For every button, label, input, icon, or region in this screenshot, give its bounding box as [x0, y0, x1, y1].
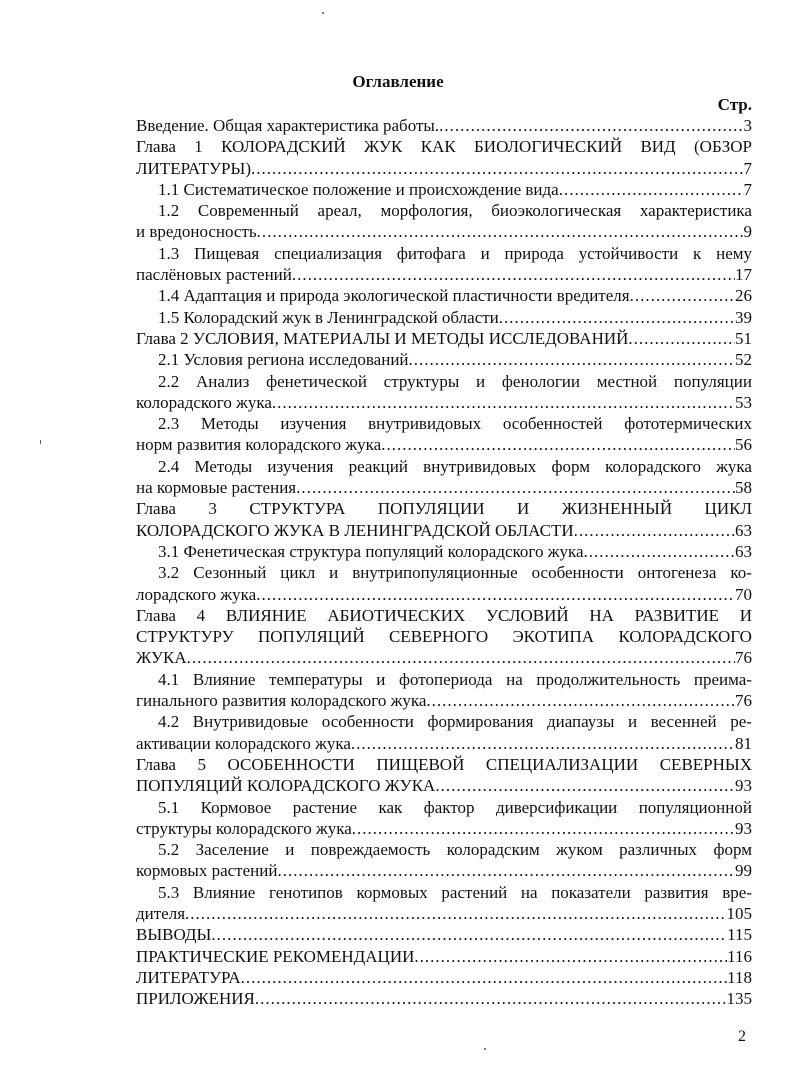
toc-entry [136, 605, 752, 669]
page-number: 2 [738, 1028, 746, 1045]
toc-entry-label: дителя [136, 903, 186, 923]
toc-page-number: 7 [743, 179, 752, 199]
toc-entry [136, 988, 752, 1009]
toc-entry [136, 967, 752, 988]
toc-entry [136, 136, 752, 179]
dot-leader [628, 328, 735, 349]
toc-entry-label: кормовых растений [136, 861, 278, 881]
toc-entry [136, 413, 752, 456]
toc-entry [136, 882, 752, 925]
toc-entry-text-line: 4.2 Внутривидовые особенности формирования диапаузы и весенней ре- [158, 712, 752, 732]
toc-entry-text-line: 4.1 Влияние температуры и фотопериода на продолжительность преима- [158, 669, 752, 689]
toc-entry [136, 371, 752, 414]
toc-entry-label: ЛИТЕРАТУРА [136, 967, 241, 987]
toc-entry-label: Глава 2 УСЛОВИЯ, МАТЕРИАЛЫ И МЕТОДЫ ИССЛЕДОВАНИЙ [136, 328, 629, 348]
dot-leader [435, 775, 735, 796]
toc-entry-label: гинального развития колорадского жука [136, 691, 427, 711]
toc-entry-text-line: 2.3 Методы изучения внутривидовых особенностей фототермических [158, 414, 752, 434]
dot-leader [296, 477, 735, 498]
toc-entry-label: ЖУКА [136, 648, 187, 668]
toc-entry [136, 115, 752, 136]
dot-leader [439, 115, 743, 136]
toc-page-number: 99 [735, 861, 752, 881]
toc-entry-text-line: Глава 4 ВЛИЯНИЕ АБИОТИЧЕСКИХ УСЛОВИЙ НА РАЗВИТИЕ И [136, 605, 752, 625]
toc-entry [136, 307, 752, 328]
toc-entry-label: паслёновых растений [136, 265, 292, 285]
dot-leader [499, 307, 735, 328]
toc-entry-label: на кормовые растения [136, 478, 297, 498]
dot-leader [255, 988, 727, 1009]
toc-entry [136, 562, 752, 605]
toc-entry-label: ПРИЛОЖЕНИЯ [136, 989, 255, 1009]
toc-entry [136, 200, 752, 243]
dot-leader [381, 434, 735, 455]
toc-page-number: 81 [735, 733, 752, 753]
toc-entry [136, 349, 752, 370]
toc-entry-text-line: 3.2 Сезонный цикл и внутрипопуляционные особенности онтогенеза ко- [158, 563, 752, 583]
dot-leader [251, 158, 744, 179]
toc-entry-label: 2.1 Условия региона исследований [158, 350, 409, 370]
toc-entry [136, 754, 752, 797]
toc-entry-label: лорадского жука [136, 584, 257, 604]
toc-entry [136, 711, 752, 754]
dot-leader [426, 690, 735, 711]
toc-entry-label: 3.1 Фенетическая структура популяций колорадского жука [158, 541, 584, 561]
dot-leader [292, 264, 735, 285]
toc-entry [136, 285, 752, 306]
toc-entry-label: норм развития колорадского жука [136, 435, 382, 455]
toc-entry [136, 669, 752, 712]
dot-leader [351, 733, 735, 754]
toc-entry-label: и вредоносность [136, 222, 257, 242]
table-of-contents [136, 115, 752, 1009]
toc-page-number: 93 [735, 776, 752, 796]
dot-leader [277, 860, 735, 881]
dot-leader [414, 946, 727, 967]
toc-entry-text-line: Глава 1 КОЛОРАДСКИЙ ЖУК КАК БИОЛОГИЧЕСКИЙ ВИД (ОБЗОР [136, 137, 752, 157]
toc-entry-label: колорадского жука [136, 392, 272, 412]
toc-page-number: 116 [727, 946, 752, 966]
dot-leader [185, 903, 726, 924]
toc-entry [136, 541, 752, 562]
dot-leader [256, 584, 735, 605]
toc-entry [136, 924, 752, 945]
toc-entry [136, 456, 752, 499]
toc-page-number: 115 [727, 925, 752, 945]
toc-page-number: 63 [735, 520, 752, 540]
toc-page-number: 76 [735, 648, 752, 668]
toc-entry-label: ЛИТЕРАТУРЫ) [136, 158, 251, 178]
toc-page-number: 3 [743, 116, 752, 135]
toc-page-number: 76 [735, 691, 752, 711]
toc-page-number: 135 [726, 989, 752, 1009]
toc-page-number: 9 [743, 222, 752, 242]
dot-leader [211, 924, 727, 945]
toc-entry-label: структуры колорадского жука [136, 818, 352, 838]
dot-leader [584, 541, 736, 562]
toc-entry-text-line: 2.2 Анализ фенетической структуры и фенологии местной популяции [158, 371, 752, 391]
dot-leader [352, 818, 735, 839]
toc-entry [136, 839, 752, 882]
toc-page-number: 52 [735, 350, 752, 370]
dot-leader [559, 179, 744, 200]
toc-entry-text-line: 2.4 Методы изучения реакций внутривидовых форм колорадского жука [158, 456, 752, 476]
toc-entry [136, 179, 752, 200]
toc-entry-text-line: 5.2 Заселение и повреждаемость колорадским жуком различных форм [158, 840, 752, 860]
toc-page-number: 7 [743, 158, 752, 178]
toc-entry-text-line: 5.1 Кормовое растение как фактор диверсификации популяционной [158, 797, 752, 817]
toc-entry-text-line: 5.3 Влияние генотипов кормовых растений на показатели развития вре- [158, 882, 752, 902]
toc-page-number: 39 [735, 307, 752, 327]
toc-entry [136, 946, 752, 967]
dot-leader [257, 221, 744, 242]
page-title: Оглавление [352, 72, 444, 91]
dot-leader [574, 520, 735, 541]
toc-entry-text-line: Глава 5 ОСОБЕННОСТИ ПИЩЕВОЙ СПЕЦИАЛИЗАЦИИ СЕВЕРНЫХ [136, 754, 752, 774]
scan-speck [484, 1048, 486, 1050]
toc-entry-label: 1.1 Систематическое положение и происхождение вида [158, 179, 559, 199]
toc-entry-text-line: СТРУКТУРУ ПОПУЛЯЦИЙ СЕВЕРНОГО ЭКОТИПА КОЛОРАДСКОГО [136, 627, 752, 647]
toc-entry-label: 1.4 Адаптация и природа экологической пластичности вредителя [158, 286, 630, 306]
toc-entry-label: ПРАКТИЧЕСКИЕ РЕКОМЕНДАЦИИ [136, 946, 415, 966]
dot-leader [241, 967, 728, 988]
toc-entry-label: Введение. Общая характеристика работы. [136, 116, 440, 135]
toc-entry-text-line: 1.2 Современный ареал, морфология, биоэкологическая характеристика [158, 201, 752, 221]
toc-page-number: 17 [735, 265, 752, 285]
scan-speck [322, 12, 324, 14]
toc-page-number: 63 [735, 541, 752, 561]
toc-entry [136, 328, 752, 349]
page-column-label: Стр. [717, 95, 752, 114]
toc-entry-label: активации колорадского жука [136, 733, 351, 753]
toc-entry-label: КОЛОРАДСКОГО ЖУКА В ЛЕНИНГРАДСКОЙ ОБЛАСТИ [136, 520, 574, 540]
toc-entry [136, 797, 752, 840]
toc-entry [136, 498, 752, 541]
toc-page-number: 56 [735, 435, 752, 455]
toc-page-number: 58 [735, 478, 752, 498]
toc-entry-text-line: 1.3 Пищевая специализация фитофага и природа устойчивости к нему [158, 243, 752, 263]
toc-page-number: 93 [735, 818, 752, 838]
dot-leader [630, 285, 735, 306]
scan-speck [40, 440, 41, 444]
toc-page-number: 53 [735, 392, 752, 412]
toc-page-number: 51 [735, 328, 752, 348]
toc-page-number: 105 [726, 903, 752, 923]
toc-entry-label: ВЫВОДЫ [136, 925, 212, 945]
dot-leader [187, 647, 735, 668]
toc-entry-text-line: Глава 3 СТРУКТУРА ПОПУЛЯЦИИ И ЖИЗНЕННЫЙ ЦИКЛ [136, 499, 752, 519]
toc-entry [136, 243, 752, 286]
toc-page-number: 118 [727, 967, 752, 987]
dot-leader [272, 392, 735, 413]
toc-page-number: 70 [735, 584, 752, 604]
toc-page-number: 26 [735, 286, 752, 306]
toc-entry-label: 1.5 Колорадский жук в Ленинградской области [158, 307, 499, 327]
dot-leader [409, 349, 735, 370]
toc-entry-label: ПОПУЛЯЦИЙ КОЛОРАДСКОГО ЖУКА [136, 776, 436, 796]
